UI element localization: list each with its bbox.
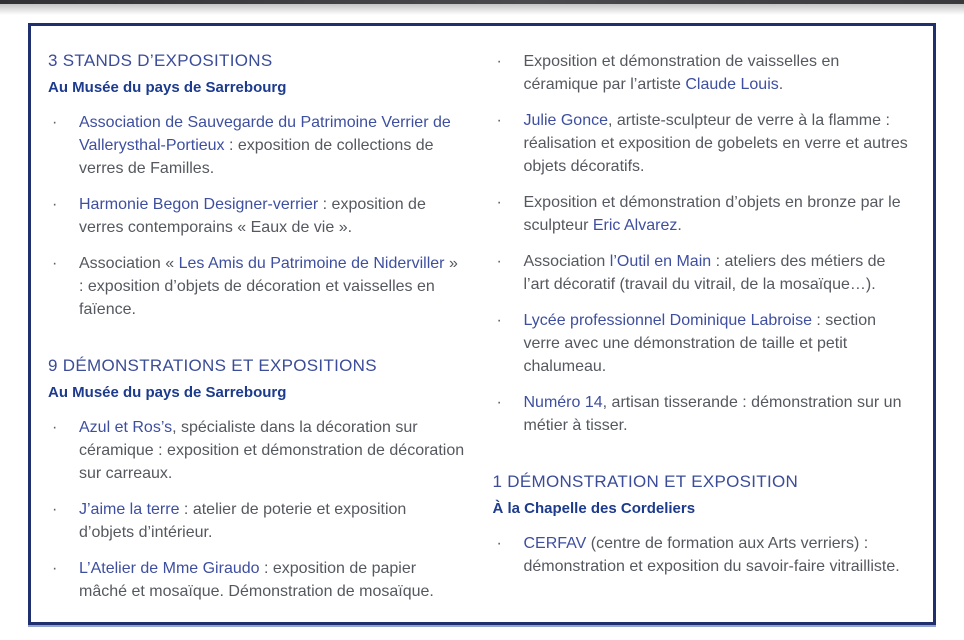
- section-subheading: À la Chapelle des Cordeliers: [492, 500, 696, 517]
- program-columns: [31, 26, 933, 616]
- link-text[interactable]: CERFAV: [523, 535, 587, 552]
- bullet-icon: ·: [496, 312, 502, 329]
- list-item: [493, 532, 910, 578]
- section-heading: 1 DÉMONSTRATION ET EXPOSITION: [492, 472, 799, 491]
- body-text: : exposition de papier mâché et mosaïque. Démonstration de mosaïque.: [79, 560, 434, 600]
- bullet-icon: ·: [52, 255, 58, 272]
- link-text[interactable]: l’Outil en Main: [609, 253, 712, 270]
- body-text: , spécialiste dans la décoration sur céramique : exposition et démonstration de décoration sur carreaux.: [79, 419, 465, 482]
- bullet-icon: ·: [496, 535, 502, 552]
- body-text: Exposition et démonstration d’objets en bronze par le sculpteur: [523, 194, 901, 234]
- section-heading: 3 STANDS D’EXPOSITIONS: [48, 51, 273, 70]
- link-text[interactable]: Julie Gonce: [523, 112, 608, 129]
- section-subheading: Au Musée du pays de Sarrebourg: [48, 79, 287, 96]
- body-text: , artiste-sculpteur de verre à la flamme : réalisation et exposition de gobelets en verre et autres objets décoratifs.: [523, 112, 908, 175]
- link-text[interactable]: Azul et Ros’s: [79, 419, 173, 436]
- list-item: [48, 498, 465, 544]
- list-item: [48, 557, 465, 603]
- window-top-shadow: [0, 4, 964, 15]
- bullet-icon: ·: [496, 112, 502, 129]
- column-right: [493, 50, 910, 616]
- exhibitions-program-panel: [28, 23, 936, 625]
- body-text: Association: [523, 253, 610, 270]
- list-item: [493, 250, 910, 296]
- body-text: : section verre avec une démonstration de taille et petit chalumeau.: [523, 312, 876, 375]
- body-text: Exposition et démonstration de vaisselles en céramique par l’artiste: [523, 53, 840, 93]
- body-text: Association «: [79, 255, 179, 272]
- bullet-list: [493, 50, 910, 437]
- list-item: [493, 109, 910, 178]
- bullet-icon: ·: [496, 253, 502, 270]
- bullet-icon: ·: [52, 196, 58, 213]
- body-text: : ateliers des métiers de l’art décoratif (travail du vitrail, de la mosaïque…).: [523, 253, 886, 293]
- body-text: , artisan tisserande : démonstration sur un métier à tisser.: [523, 394, 902, 434]
- list-item: [48, 252, 465, 321]
- link-text[interactable]: L’Atelier de Mme Giraudo: [79, 560, 260, 577]
- list-item: [48, 193, 465, 239]
- link-text[interactable]: Les Amis du Patrimoine de Niderviller: [178, 255, 445, 272]
- link-text[interactable]: J’aime la terre: [79, 501, 180, 518]
- link-text[interactable]: Lycée professionnel Dominique Labroise: [523, 312, 812, 329]
- bullet-list: [48, 416, 465, 603]
- column-left: [48, 50, 465, 616]
- bullet-icon: ·: [496, 53, 502, 70]
- bullet-icon: ·: [496, 194, 502, 211]
- body-text: : exposition de collections de verres de Familles.: [79, 137, 434, 177]
- list-item: [493, 391, 910, 437]
- list-item: [493, 50, 910, 96]
- link-text[interactable]: Numéro 14: [523, 394, 603, 411]
- body-text: (centre de formation aux Arts verriers) : démonstration et exposition du savoir-faire vitrailliste.: [523, 535, 900, 575]
- section-heading: 9 DÉMONSTRATIONS ET EXPOSITIONS: [48, 356, 377, 375]
- list-item: [48, 416, 465, 485]
- link-text[interactable]: Eric Alvarez: [592, 217, 678, 234]
- bullet-list: [48, 111, 465, 321]
- section-subheading: Au Musée du pays de Sarrebourg: [48, 384, 287, 401]
- link-text[interactable]: Association de Sauvegarde du Patrimoine Verrier de Vallerysthal-Portieux: [79, 114, 451, 154]
- body-text: » : exposition d’objets de décoration et vaisselles en faïence.: [79, 255, 458, 318]
- bullet-icon: ·: [496, 394, 502, 411]
- list-item: [48, 111, 465, 180]
- bullet-icon: ·: [52, 560, 58, 577]
- body-text: : exposition de verres contemporains « Eaux de vie ».: [79, 196, 426, 236]
- link-text[interactable]: Claude Louis: [685, 76, 779, 93]
- body-text: : atelier de poterie et exposition d’objets d’intérieur.: [79, 501, 407, 541]
- bullet-icon: ·: [52, 114, 58, 131]
- bullet-list: [493, 532, 910, 578]
- bullet-icon: ·: [52, 501, 58, 518]
- list-item: [493, 191, 910, 237]
- body-text: .: [778, 76, 784, 93]
- list-item: [493, 309, 910, 378]
- link-text[interactable]: Harmonie Begon Designer-verrier: [79, 196, 319, 213]
- body-text: .: [677, 217, 682, 234]
- bullet-icon: ·: [52, 419, 58, 436]
